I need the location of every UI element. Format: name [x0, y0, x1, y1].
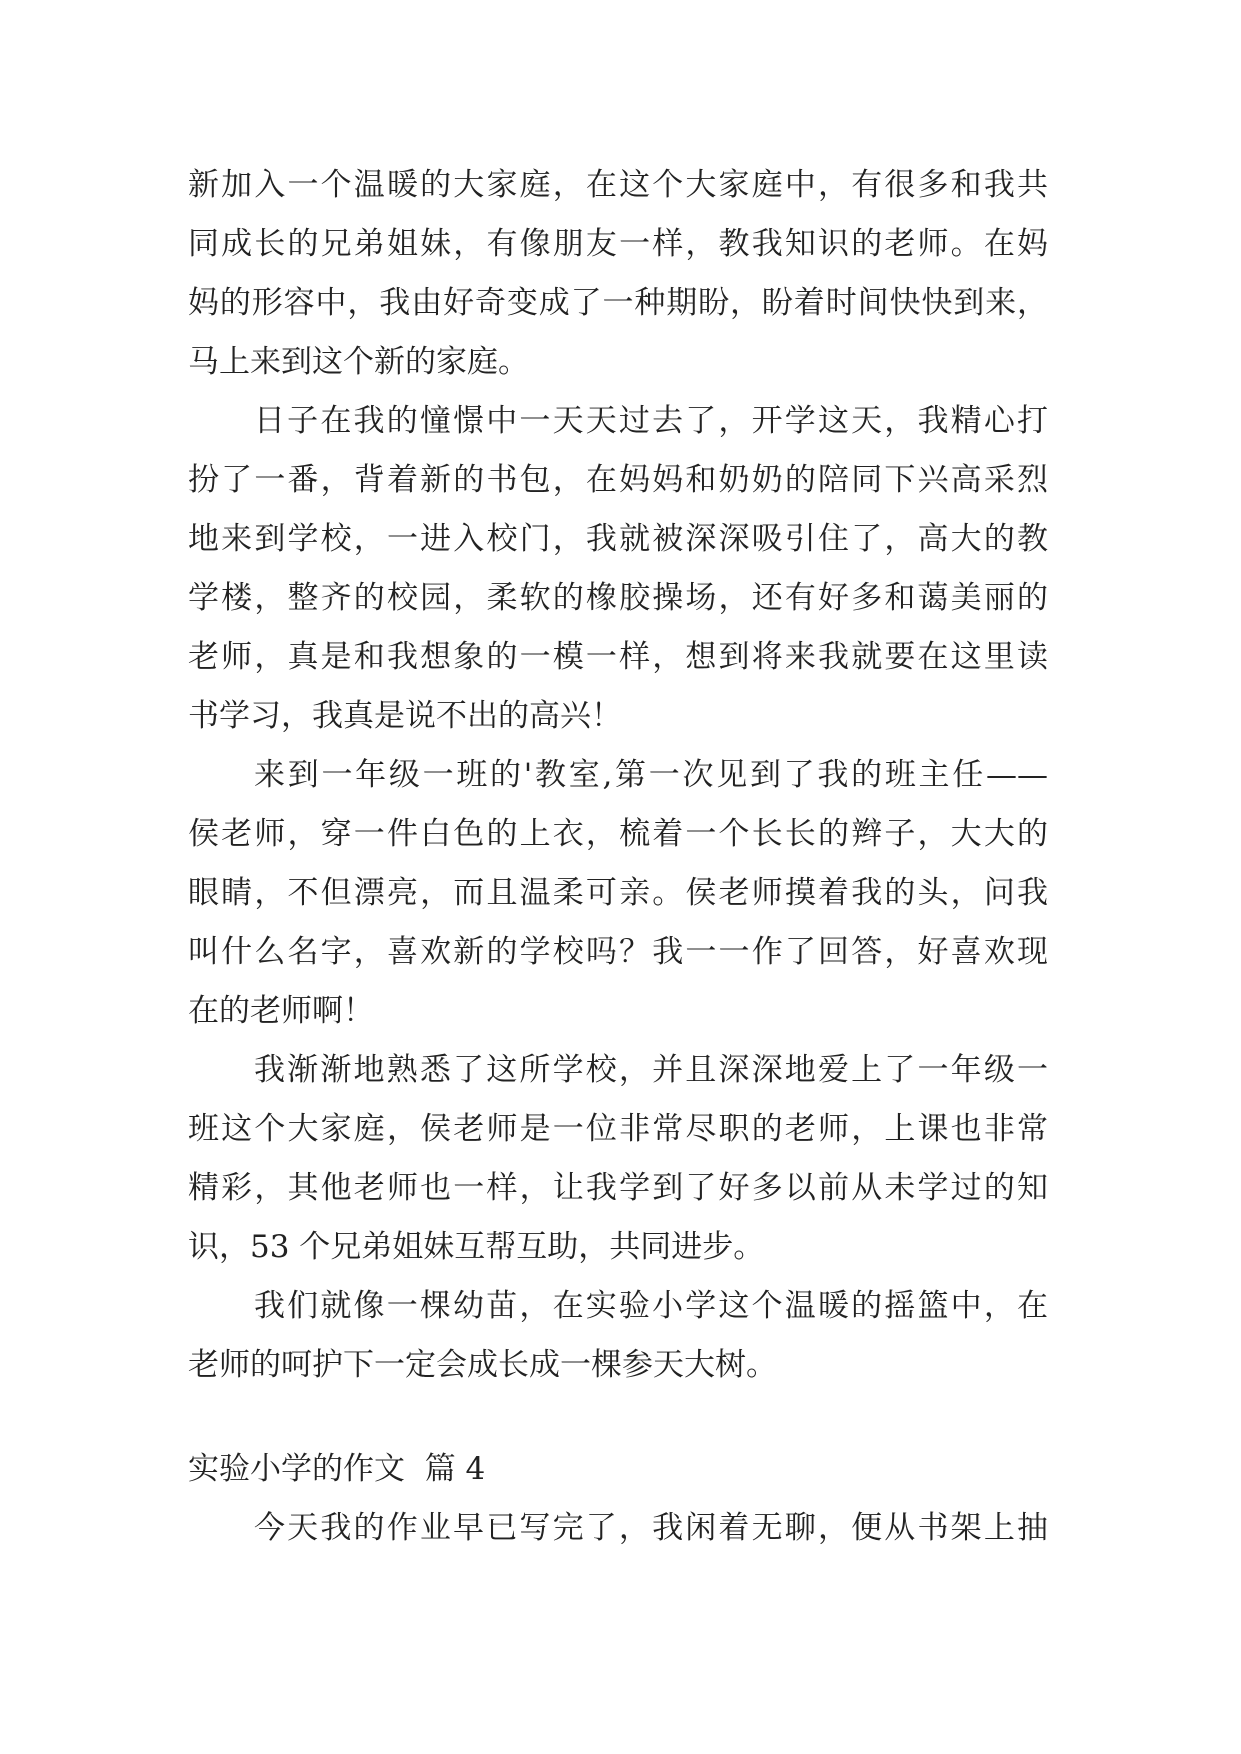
text-line: 地来到学校，一进入校门，我就被深深吸引住了，高大的教 [188, 521, 1048, 557]
text-line: 眼睛，不但漂亮，而且温柔可亲。侯老师摸着我的头，问我 [188, 875, 1048, 911]
paragraph-1 [188, 156, 1048, 392]
text-line: 我们就像一棵幼苗，在实验小学这个温暖的摇篮中，在 [254, 1288, 1048, 1324]
paragraph-4 [188, 1041, 1048, 1277]
text-line: 精彩，其他老师也一样，让我学到了好多以前从未学过的知 [188, 1170, 1048, 1206]
text-line: 学楼，整齐的校园，柔软的橡胶操场，还有好多和蔼美丽的 [188, 580, 1048, 616]
text-line: 侯老师，穿一件白色的上衣，梳着一个长长的辫子，大大的 [188, 816, 1048, 852]
section-heading: 实验小学的作文 篇 4 [188, 1451, 486, 1487]
text-line: 班这个大家庭，侯老师是一位非常尽职的老师，上课也非常 [188, 1111, 1048, 1147]
text-line: 来到一年级一班的'教室,第一次见到了我的班主任—— [254, 757, 1048, 793]
text-line: 叫什么名字，喜欢新的学校吗？我一一作了回答，好喜欢现 [188, 934, 1048, 970]
text-line: 同成长的兄弟姐妹，有像朋友一样，教我知识的老师。在妈 [188, 226, 1048, 262]
text-line: 书学习，我真是说不出的高兴！ [188, 698, 622, 734]
text-line: 在的老师啊！ [188, 993, 374, 1029]
paragraph-6 [188, 1499, 1048, 1558]
text-line: 日子在我的憧憬中一天天过去了，开学这天，我精心打 [254, 403, 1048, 439]
text-line: 扮了一番，背着新的书包，在妈妈和奶奶的陪同下兴高采烈 [188, 462, 1048, 498]
text-line: 马上来到这个新的家庭。 [188, 344, 529, 380]
text-line: 妈的形容中，我由好奇变成了一种期盼，盼着时间快快到来， [188, 285, 1048, 321]
text-line: 我渐渐地熟悉了这所学校，并且深深地爱上了一年级一 [254, 1052, 1048, 1088]
text-line: 新加入一个温暖的大家庭，在这个大家庭中，有很多和我共 [188, 167, 1048, 203]
text-line: 老师的呵护下一定会成长成一棵参天大树。 [188, 1347, 777, 1383]
text-line: 识，53 个兄弟姐妹互帮互助，共同进步。 [188, 1229, 765, 1265]
text-line: 老师，真是和我想象的一模一样，想到将来我就要在这里读 [188, 639, 1048, 675]
paragraph-2 [188, 392, 1048, 746]
paragraph-3 [188, 746, 1048, 1041]
text-line: 今天我的作业早已写完了，我闲着无聊，便从书架上抽 [254, 1510, 1048, 1546]
paragraph-5 [188, 1277, 1048, 1395]
